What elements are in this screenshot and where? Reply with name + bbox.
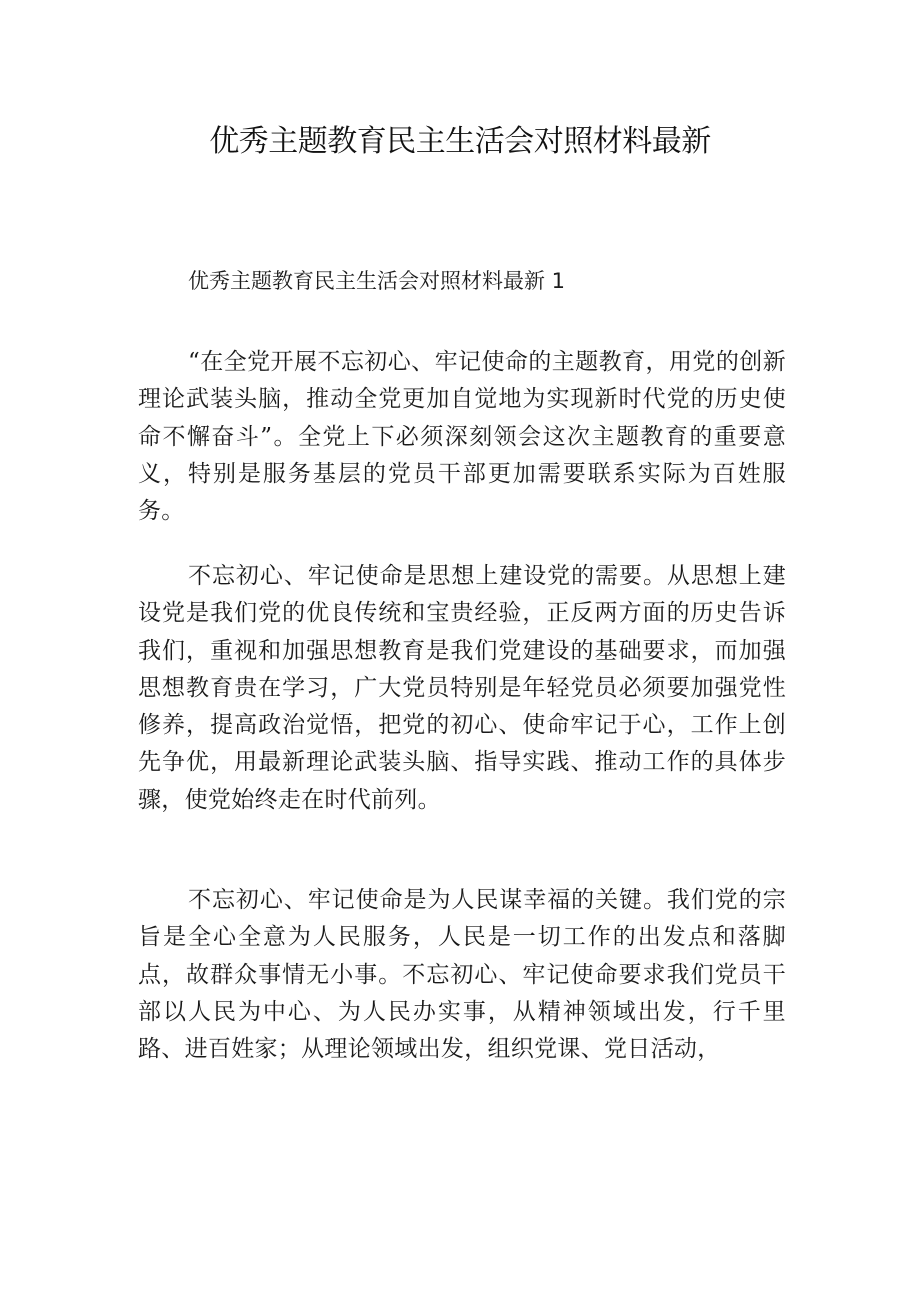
section-heading: 优秀主题教育民主生活会对照材料最新 1 [188,269,566,293]
document-title: 优秀主题教育民主生活会对照材料最新 [209,124,711,159]
paragraph-3: 不忘初心、牢记使命是为人民谋幸福的关键。我们党的宗旨是全心全意为人民服务，人民是一切工作的出发点和落脚点，故群众事情无小事。不忘初心、牢记使命要求我们党员干部以人民为中心、为人民办实事，从精神领域出发，行千里路、进百姓家；从理论领域出发，组织党课、党日活动， [138,887,786,1063]
paragraph-1: “在全党开展不忘初心、牢记使命的主题教育，用党的创新理论武装头脑，推动全党更加自觉地为实现新时代党的历史使命不懈奋斗”。全党上下必须深刻领会这次主题教育的重要意义，特别是服务基层的党员干部更加需要联系实际为百姓服务。 [138,349,786,525]
paragraph-2: 不忘初心、牢记使命是思想上建设党的需要。从思想上建设党是我们党的优良传统和宝贵经验，正反两方面的历史告诉我们，重视和加强思想教育是我们党建设的基础要求，而加强思想教育贵在学习，广大党员特别是年轻党员必须要加强党性修养，提高政治觉悟，把党的初心、使命牢记于心，工作上创先争优，用最新理论武装头脑、指导实践、推动工作的具体步骤，使党始终走在时代前列。 [138,563,786,813]
